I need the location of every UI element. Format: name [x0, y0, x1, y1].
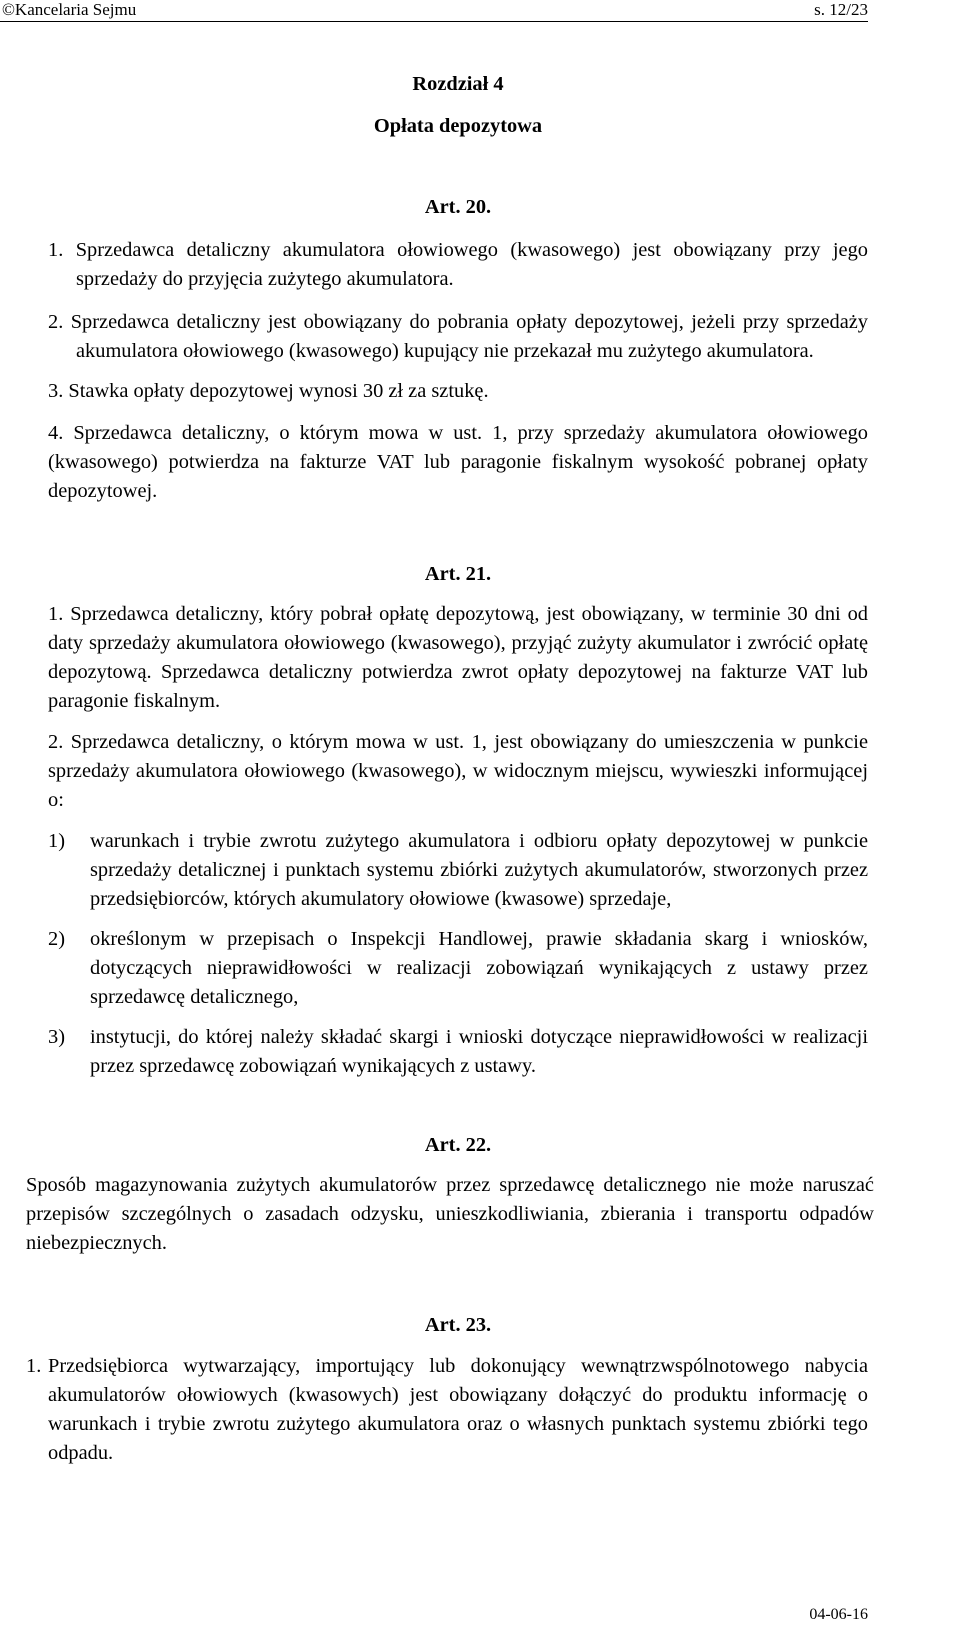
list-item [48, 1023, 868, 1081]
article-23-para-text: Przedsiębiorca wytwarzający, importujący lub dokonujący wewnątrzwspólnotowego nabycia akumulatorów ołowiowych (kwasowych) jest obowiązany dołączyć do produktu informację o warunkach i trybie zwrotu zużytego akumulatora oraz o własnych punktach systemu zbiórki tego odpadu. [48, 1355, 868, 1464]
article-21-para-1: 1. Sprzedawca detaliczny, który pobrał opłatę depozytową, jest obowiązany, w terminie 30 dni od daty sprzedaży akumulatora ołowiowego (kwasowego), przyjąć zużyty akumulator i zwrócić opłatę depozytową. Sprzedawca detaliczny potwierdza zwrot opłaty depozytowej na fakturze VAT lub paragonie fiskalnym. [48, 603, 868, 712]
chapter-subtitle: Opłata depozytowa [373, 115, 543, 137]
list-item [48, 925, 868, 1012]
article-20-para-3: 3. Stawka opłaty depozytowej wynosi 30 zł za sztukę. [48, 380, 489, 402]
article-21-title: Art. 21. [424, 563, 492, 585]
article-20-para-2: 2. Sprzedawca detaliczny jest obowiązany do pobrania opłaty depozytowej, jeżeli przy sprzedaży akumulatora ołowiowego (kwasowego) kupujący nie przekazał mu zużytego akumulatora. [48, 311, 868, 362]
document-body [26, 64, 874, 1468]
article-20-para-4: 4. Sprzedawca detaliczny, o którym mowa w ust. 1, przy sprzedaży akumulatora ołowiowego (kwasowego) potwierdza na fakturze VAT lub paragonie fiskalnym wysokość pobranej opłaty depozytowej. [48, 422, 868, 502]
page-header [0, 0, 960, 22]
chapter-title: Rozdział 4 [412, 73, 504, 95]
header-page-number: s. 12/23 [814, 0, 868, 19]
article-20-para-1: 1. Sprzedawca detaliczny akumulatora ołowiowego (kwasowego) jest obowiązany przy jego sprzedaży do przyjęcia zużytego akumulatora. [48, 239, 868, 290]
article-23-title: Art. 23. [424, 1314, 492, 1336]
article-21-list [48, 827, 868, 1081]
article-22-title: Art. 22. [424, 1134, 492, 1156]
list-item-number: 2) [48, 928, 65, 950]
header-rule [0, 21, 868, 22]
article-23-para-1 [26, 1352, 868, 1468]
footer-date: 04-06-16 [809, 1606, 868, 1623]
list-item-number: 3) [48, 1026, 65, 1048]
article-20-title: Art. 20. [424, 196, 492, 218]
list-item-text: instytucji, do której należy składać skargi i wnioski dotyczące nieprawidłowości w realizacji przez sprzedawcę zobowiązań wynikających z ustawy. [90, 1026, 868, 1077]
list-item-text: warunkach i trybie zwrotu zużytego akumulatora i odbioru opłaty depozytowej w punkcie sprzedaży detalicznej i punktach systemu zbiórki zużytych akumulatorów, stworzonych przez przedsiębiorców, których akumulatory ołowiowe (kwasowe) sprzedaje, [90, 830, 868, 910]
list-item-text: określonym w przepisach o Inspekcji Handlowej, prawie składania skarg i wniosków, dotyczących nieprawidłowości w realizacji zobowiązań wynikających z ustawy przez sprzedawcę detalicznego, [90, 928, 868, 1008]
header-publisher: ©Kancelaria Sejmu [2, 0, 137, 19]
article-22-para-1: Sposób magazynowania zużytych akumulatorów przez sprzedawcę detalicznego nie może naruszać przepisów szczególnych o zasadach odzysku, unieszkodliwiania, zbierania i transportu odpadów niebezpiecznych. [26, 1174, 874, 1254]
article-23-para-number: 1. [26, 1355, 42, 1377]
list-item-number: 1) [48, 830, 65, 852]
article-21-para-2: 2. Sprzedawca detaliczny, o którym mowa w ust. 1, jest obowiązany do umieszczenia w punkcie sprzedaży akumulatora ołowiowego (kwasowego), w widocznym miejscu, wywieszki informującej o: [48, 731, 868, 811]
list-item [48, 827, 868, 914]
